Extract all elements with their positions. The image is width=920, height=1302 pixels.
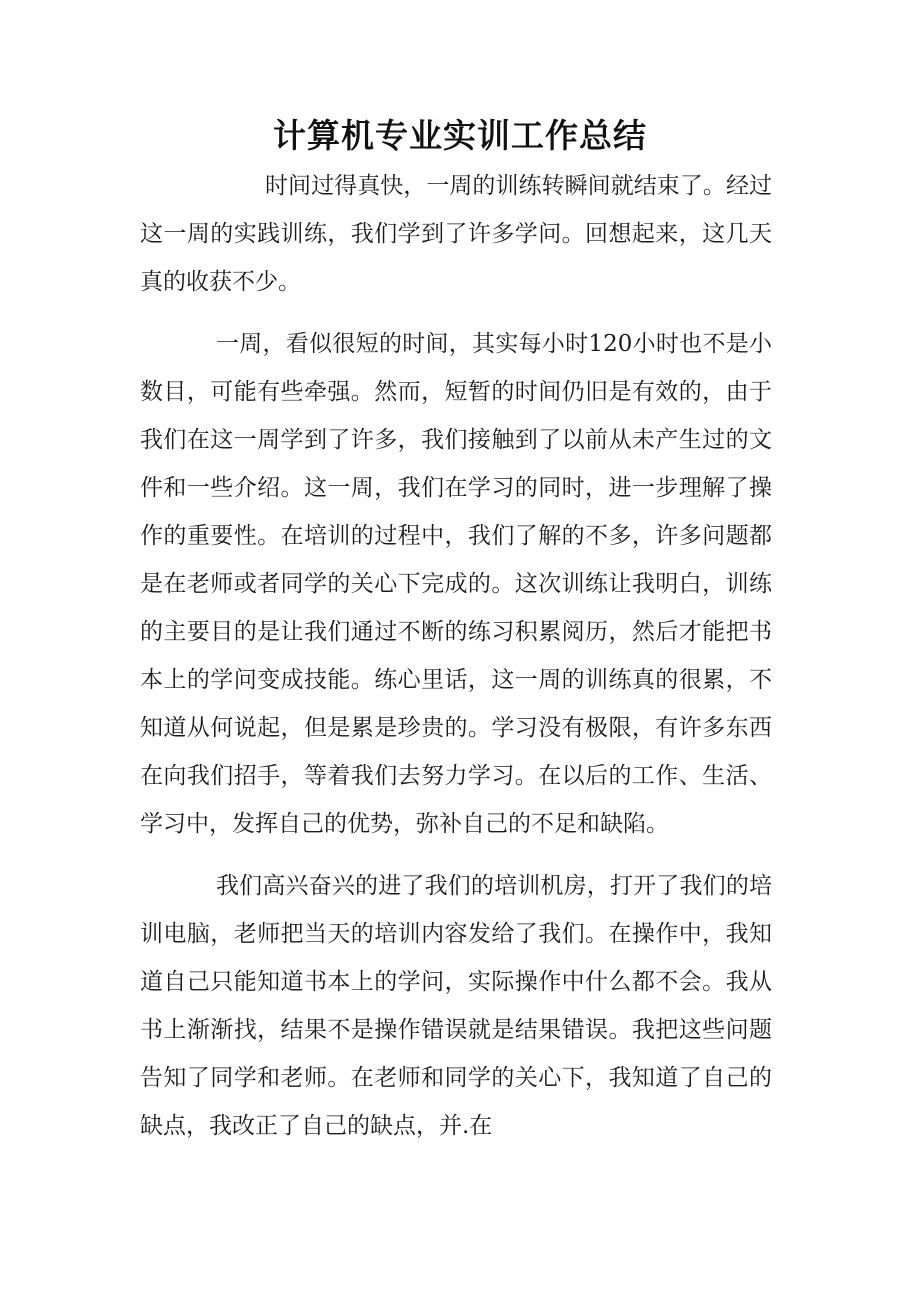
paragraph-1: 时间过得真快，一周的训练转瞬间就结束了。经过这一周的实践训练，我们学到了许多学问。回想起来，这几天真的收获不少。 bbox=[140, 173, 772, 295]
document-body bbox=[140, 162, 772, 1150]
paragraph-2: 一周，看似很短的时间，其实每小时120小时也不是小数目，可能有些牵强。然而，短暂的时间仍旧是有效的，由于我们在这一周学到了许多，我们接触到了以前从未产生过的文件和一些介绍。这一周，我们在学习的同时，进一步理解了操作的重要性。在培训的过程中，我们了解的不多，许多问题都是在老师或者同学的关心下完成的。这次训练让我明白，训练的主要目的是让我们通过不断的练习积累阅历，然后才能把书本上的学问变成技能。练心里话，这一周的训练真的很累，不知道从何说起，但是累是珍贵的。学习没有极限，有许多东西在向我们招手，等着我们去努力学习。在以后的工作、生活、学习中，发挥自己的优势，弥补自己的不足和缺陷。 bbox=[140, 331, 772, 837]
document-title: 计算机专业实训工作总结 bbox=[273, 116, 647, 155]
paragraph-3: 我们高兴奋兴的进了我们的培训机房，打开了我们的培训电脑，老师把当天的培训内容发给了我们。在操作中，我知道自己只能知道书本上的学问，实际操作中什么都不会。我从书上渐渐找，结果不是操作错误就是结果错误。我把这些问题告知了同学和老师。在老师和同学的关心下，我知道了自己的缺点，我改正了自己的缺点，并.在 bbox=[140, 873, 772, 1139]
